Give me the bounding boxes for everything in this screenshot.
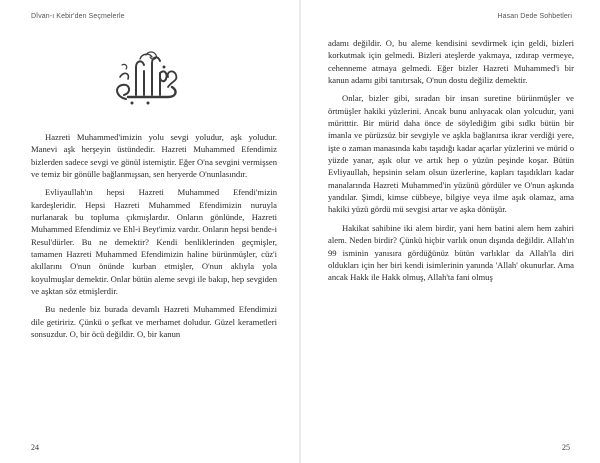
paragraph: Bu nedenle biz burada devamlı Hazreti Muhammed Efendimizi dile getiririz. Çünkü o şefkat ve merhamet doludur. Güzel kerametleri sonsuzdur. O, bir öcü değildir. O, bir kanun — [31, 304, 277, 340]
right-page — [300, 0, 600, 463]
left-page-number: 24 — [31, 443, 39, 452]
paragraph: Hazreti Muhammed'imizin yolu sevgi yoludur, aşk yoludur. Manevi aşk herşeyin üstündedir. Hazreti Muhammed Efendimiz bizlerden sadece sevgi ve gönül istemiştir. Eğer O'na sevgini vermişsen ve temiz bir gönülle bağlanmışsan, sen heryerde O'nunlasındır. — [31, 132, 277, 180]
left-page-text — [31, 131, 277, 347]
paragraph: Hakikat sahibine iki alem birdir, yani hem batini alem hem zahiri alem. Neden birdir? Çünkü hiçbir varlık onun dışında değildir. Allah'ın 99 isminin yanısıra gördüğünüz bütün varlıklar da Allah'la diri oldukları için her biri kendi isimlerinin yanında 'Allah' okunurlar. Ama ancak Hakk ile Hakk olmuş, Allah'ta fani olmuş — [328, 222, 574, 283]
left-running-head: Dîvan-ı Kebir'den Seçmelerle — [31, 13, 125, 20]
paragraph: Onlar, bizler gibi, sıradan bir insan suretine bürünmüşler ve örtmüşler hakiki yüzlerini. Ancak bunu anlıyacak olan yolcudur, yani müritttir. Bir mürid daha önce de söylediğim gibi sıdkı bütün bir imanla ve pürüzsüz bir sevgiyle ve aşkla bağlanırsa ikrar verdiği yere, işte o zaman manasında kabı taşıdığı kadar açarlar yüzlerini ve mürid o yüzde yanar, aşık olur ve artık hep o yüzün peşinde koşar. Bütün Evliyaullah, hepsinin selam olsun üzerlerine, kapları taşıdıkları kadar manalarında Hazreti Muhammed'in yüzünü gördüler ve O'nun aşkında yandılar. Şimdi, kimse cübbeye, bilgiye veya ilme aşık olamaz, ama hakiki yüzü gördü mü sevgisi artar ve aşka dönüşür. — [328, 93, 574, 215]
right-page-number: 25 — [562, 443, 570, 452]
right-running-head: Hasan Dede Sohbetleri — [497, 13, 572, 20]
paragraph: Evliyaullah'ın hepsi Hazreti Muhammed Efendi'mizin kardeşleridir. Hepsi Hazreti Muhammed Efendimizin nuruyla nurlanarak bu topluma çıkmışlardır. Onların gönlünde, Hazreti Muhammed Efendimiz ve Ehl-i Beyt'imiz vardır. Onların hepsi bende-i Resul'dürler. Bu ne demektir? Kendi benliklerinden geçmişler, tamamen Hazreti Muhammed Efendimizin haline bürünmüşler, cüz'i akıllarını O'nun önünde kurban etmişler, O'nun aklıyla yola koyulmuşlar demektir. Onlar bütün aleme sevgi ile bakıp, hep sevgiden ve aşktan söz etmişlerdir. — [31, 187, 277, 297]
right-page-text — [328, 37, 574, 290]
paragraph-continued: adamı değildir. O, bu aleme kendisini sevdirmek için geldi, bizleri korkutmak için gelmedi. Bizleri ateşlerde yakmaya, ızdırap vermeye, cehenneme atmaya gelmedi. Eğer bizler Hazreti Muhammed'i bir kanun adamı gibi tanıtırsak, O'nun dostu değiliz demektir. — [328, 38, 574, 86]
calligraphy-emblem-icon — [106, 47, 186, 107]
